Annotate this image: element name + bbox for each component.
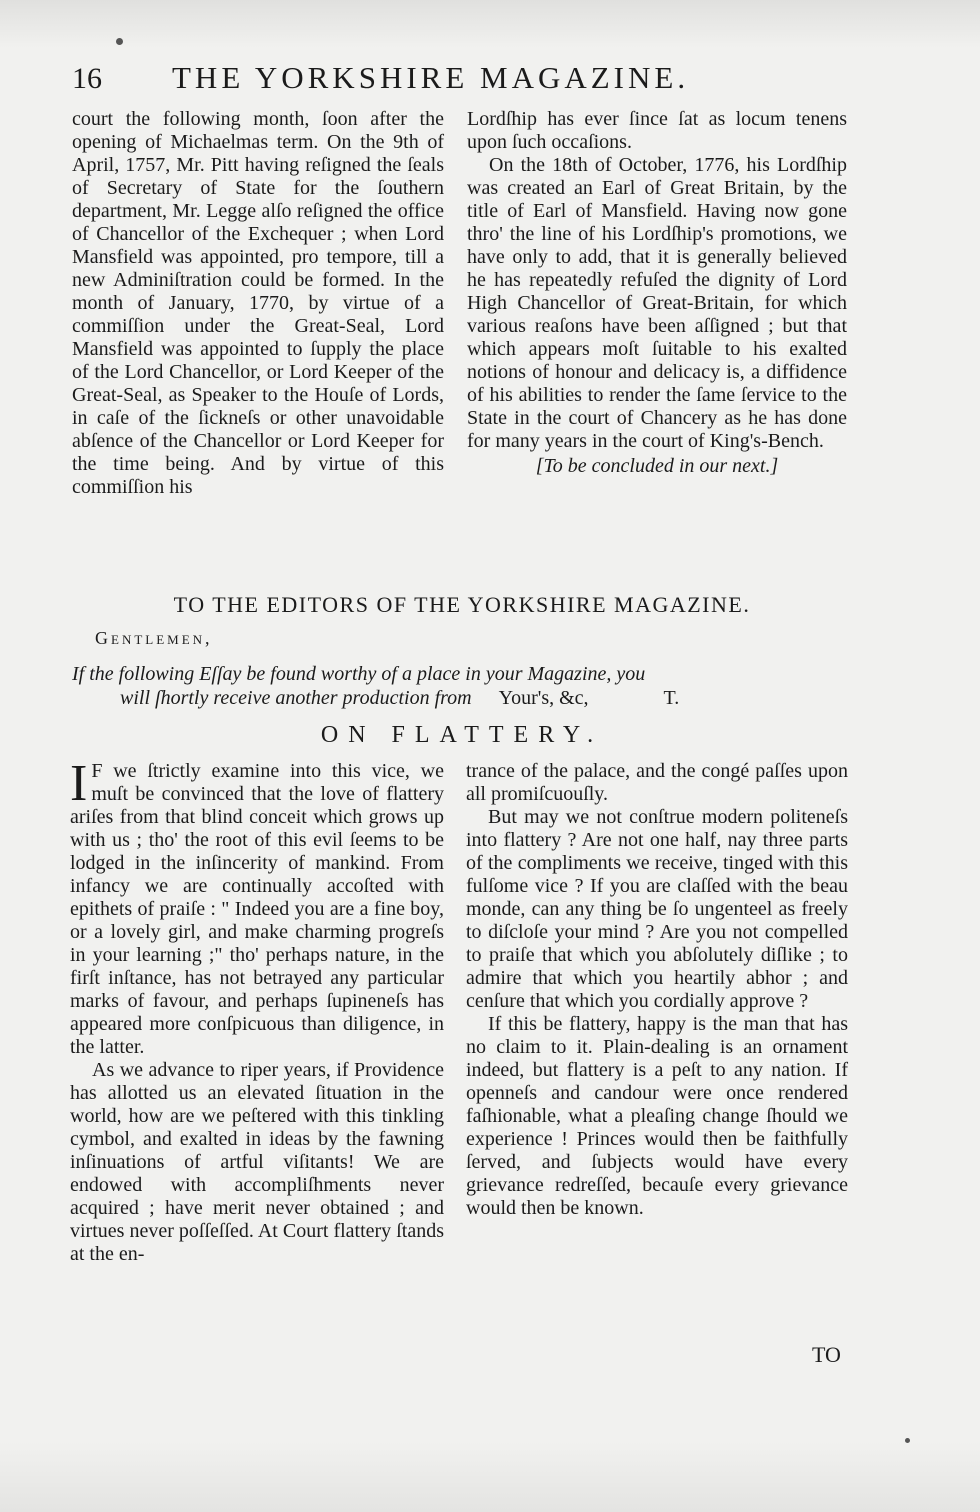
memoir-paragraph: court the following month, ſoon after the opening of Michaelmas term. On the 9th of April, 1757, Mr. Pitt having reſigned the ſeals of Secretary of State for the ſouthern department, Mr. Legge alſo reſigned the office of Chancellor of the Exchequer ; when Lord Mansfield was appointed, pro tempore, till a new Adminiſtration could be formed. In the month of January, 1770, by virtue of a commiſſion under the Great-Seal, Lord Mansfield was appointed to ſupply the place of the Lord Chancellor, or Lord Keeper of the Great-Seal, as Speaker to the Houſe of Lords, in caſe of the ſickneſs or other unavoidable abſence of the Chancellor or Lord Keeper for the time being. And by virtue of this commiſſion his <box>72 108 444 498</box>
essay-left-column <box>70 755 444 1266</box>
memoir-left-column <box>72 108 444 499</box>
drop-cap: I <box>70 755 88 812</box>
essay-right-column <box>466 760 848 1220</box>
editor-note-text: will ſhortly receive another production from <box>120 687 472 709</box>
memoir-paragraph: On the 18th of October, 1776, his Lordſhip was created an Earl of Great Britain, by the title of Earl of Mansfield. Having now gone thro' the line of his Lordſhip's promotions, we have only to add, that it is generally believed he has repeatedly refuſed the dignity of Lord High Chancellor of Great-Britain, for which various reaſons have been aſſigned ; but that which appears moſt ſuitable to his exalted notions of honour and delicacy is, a diffidence of his abilities to render the ſame ſervice to the State in the court of Chancery as he has done for many years in the court of King's-Bench. <box>467 154 847 452</box>
running-title: THE YORKSHIRE MAGAZINE. <box>172 60 690 95</box>
essay-title: ON FLATTERY. <box>320 722 604 748</box>
page-edge-bottom <box>0 1442 980 1512</box>
signature: Your's, &c, <box>498 687 589 709</box>
essay-paragraph: If this be flattery, happy is the man that has no claim to it. Plain-dealing is an ornament indeed, but flattery is a peſt to any nation. If openneſs and candour were once rendered faſhionable, what a pleaſing change ſhould we experience ! Princes would then be faithfully ſerved, and ſubjects would have every grievance redreſſed, becauſe every grievance would then be known. <box>466 1013 848 1219</box>
salutation: Gentlemen, <box>95 628 213 648</box>
essay-paragraph-text: F we ſtrictly examine into this vice, we muſt be convinced that the love of flattery ariſes from that blind conceit which grows up with us ; tho' the root of this evil ſeems to be lodged in the inſincerity of mankind. From infancy we are continually accoſted with epithets of praiſe : " Indeed you are a fine boy, or a lovely girl, and make charming progreſs in your learning ;" tho' perhaps nature, in the firſt inſtance, has not betrayed any particular marks of favour, and perhaps ſupineneſs has appeared more conſpicuous than diligence, in the latter. <box>70 760 444 1058</box>
letter-heading: TO THE EDITORS OF THE YORKSHIRE MAGAZINE. <box>173 592 751 617</box>
editor-note-line: If the following Eſſay be found worthy of a place in your Magazine, you <box>72 663 646 685</box>
catchword: TO <box>812 1342 841 1367</box>
essay-paragraph <box>70 755 444 1059</box>
continuation-note: [To be concluded in our next.] <box>535 455 779 477</box>
essay-paragraph: trance of the palace, and the congé paſſes upon all promiſcuouſly. <box>466 760 848 805</box>
ink-speck <box>116 38 123 45</box>
ink-speck <box>905 1438 910 1443</box>
page-number: 16 <box>72 62 102 95</box>
essay-paragraph: But may we not conſtrue modern politeneſs into flattery ? Are not one half, nay three parts of the compliments we receive, tinged with this fulſome vice ? If you are claſſed with the beau monde, can any thing be ſo ungenteel as freely to diſcloſe your mind ? Are you not compelled to praiſe that which you abſolutely diſlike ; to admire that which you heartily abhor ; and cenſure that which you cordially approve ? <box>466 806 848 1012</box>
editor-note-line <box>72 686 847 710</box>
editor-note <box>72 662 847 710</box>
memoir-right-column <box>467 108 847 478</box>
essay-paragraph: As we advance to riper years, if Providence has allotted us an elevated ſituation in the world, how are we peſtered with this tinkling cymbol, and exalted in ideas by the fawning inſinuations of artful viſitants! We are endowed with accompliſhments never acquired ; have merit never obtained ; and virtues never poſſeſſed. At Court flattery ſtands at the en- <box>70 1059 444 1265</box>
running-header <box>72 60 852 104</box>
memoir-paragraph: Lordſhip has ever ſince ſat as locum tenens upon ſuch occaſions. <box>467 108 847 153</box>
signature-initial: T. <box>663 687 680 709</box>
page-edge-top <box>0 0 980 48</box>
